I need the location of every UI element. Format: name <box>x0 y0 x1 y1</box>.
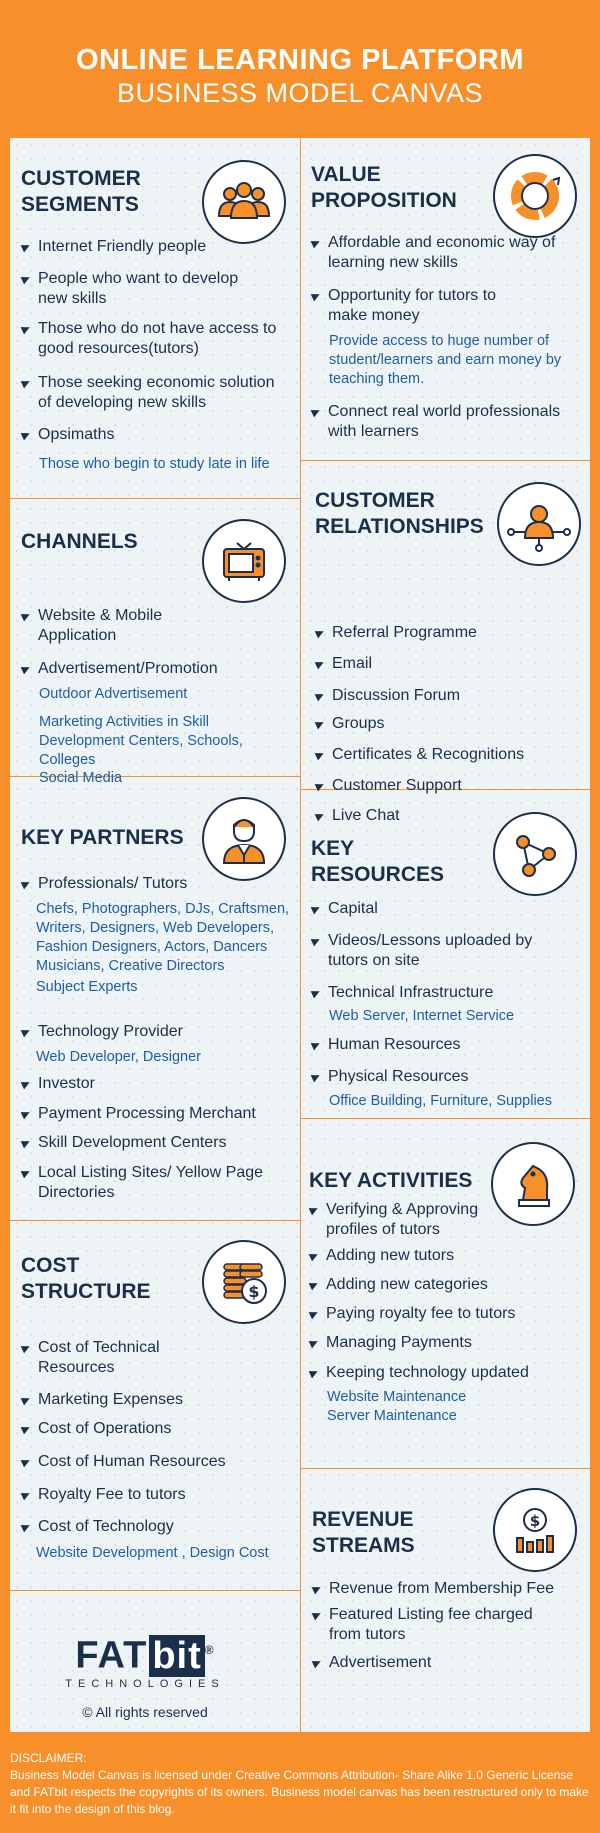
people-group-icon <box>202 160 286 244</box>
list-item: Website & Mobile Application <box>21 606 218 646</box>
note-text: Outdoor Advertisement <box>39 686 188 702</box>
section-title: REVENUE STREAMS <box>312 1508 415 1557</box>
disclaimer-label: DISCLAIMER: <box>10 1751 87 1765</box>
section-customer-relationships <box>301 461 590 824</box>
list-item: Cost of Human Resources <box>21 1452 298 1472</box>
section-channels <box>10 499 300 786</box>
note-text: Those who begin to study late in life <box>39 456 270 472</box>
note-text: Office Building, Furniture, Supplies <box>329 1093 552 1109</box>
section-customer-segments <box>10 138 300 498</box>
list-item: Referral Programme <box>315 623 582 643</box>
list-item: Technical Infrastructure <box>311 983 583 1003</box>
section-revenue-streams <box>301 1469 590 1732</box>
svg-text:$: $ <box>529 1512 541 1530</box>
share-nodes-icon <box>493 812 577 896</box>
person-network-icon <box>497 482 581 566</box>
list-item: Cost of Technology <box>21 1517 298 1537</box>
list-item: Payment Processing Merchant <box>21 1104 298 1124</box>
section-value-proposition <box>301 138 590 460</box>
section-title: CUSTOMER RELATIONSHIPS <box>315 489 484 538</box>
list-item: Verifying & Approving profiles of tutors <box>309 1200 516 1240</box>
list-item: Adding new categories <box>309 1275 581 1295</box>
list-item: Advertisement/Promotion <box>21 659 298 679</box>
list-item: Keeping technology updated <box>309 1363 581 1383</box>
logo-bit: bit <box>149 1635 204 1677</box>
list-item: Managing Payments <box>309 1333 581 1353</box>
header <box>0 0 600 138</box>
list-item: Cost of Technical Resources <box>21 1338 208 1378</box>
section-cost-structure <box>10 1221 300 1590</box>
list-item: Connect real world professionals with learners <box>311 402 583 442</box>
list-item: Customer Support <box>315 776 582 796</box>
note-text: Web Server, Internet Service <box>329 1008 515 1024</box>
section-title: KEY ACTIVITIES <box>309 1169 473 1192</box>
list-item: Live Chat <box>315 806 582 826</box>
copyright: © All rights reserved <box>82 1703 208 1720</box>
note-text: Website Development , Design Cost <box>36 1545 269 1561</box>
television-icon <box>202 519 286 603</box>
note-text: Subject Experts <box>36 979 138 995</box>
list-item: Professionals/ Tutors <box>21 874 298 894</box>
list-item: Technology Provider <box>21 1022 298 1042</box>
logo-fat: FAT <box>75 1634 148 1677</box>
list-item: Advertisement <box>312 1653 589 1673</box>
list-item: Skill Development Centers <box>21 1133 298 1153</box>
divider <box>10 1590 300 1591</box>
svg-text:$: $ <box>248 1282 260 1301</box>
business-model-canvas <box>10 138 590 1732</box>
section-title: VALUE PROPOSITION <box>311 163 457 212</box>
list-item: Local Listing Sites/ Yellow Page Directories <box>21 1163 278 1203</box>
section-title: KEY PARTNERS <box>21 826 184 849</box>
list-item: Marketing Expenses <box>21 1390 298 1410</box>
professional-person-icon <box>202 797 286 881</box>
list-item: Capital <box>311 899 583 919</box>
note-text: Web Developer, Designer <box>36 1049 201 1065</box>
list-item: Human Resources <box>311 1035 583 1055</box>
section-title: CHANNELS <box>21 530 138 553</box>
note-text: Chefs, Photographers, DJs, Craftsmen, Writers, Designers, Web Developers, Fashion Designers, Actors, Dancers Musicians, Creative Directors <box>36 901 290 974</box>
header-subtitle: BUSINESS MODEL CANVAS <box>116 78 484 108</box>
list-item: Royalty Fee to tutors <box>21 1485 298 1505</box>
section-key-resources <box>301 790 590 1118</box>
disclaimer-text: Business Model Canvas is licensed under Creative Commons Attribution- Share Alike 1.0 Generic License and FATbit respects the copyrights of its owners. Business model canvas has been restructured only to make it fit into the design of this blog. <box>10 1768 589 1816</box>
list-item: Groups <box>315 714 582 734</box>
note-text: Social Media <box>39 770 123 786</box>
list-item: Internet Friendly people <box>21 237 303 257</box>
note-text: Marketing Activities in Skill Development Centers, Schools, Colleges <box>39 714 243 768</box>
list-item: Revenue from Membership Fee <box>312 1579 589 1599</box>
list-item: Investor <box>21 1074 298 1094</box>
note-text: Provide access to huge number of student/learners and earn money by teaching them. <box>329 333 562 387</box>
list-item: Adding new tutors <box>309 1246 581 1266</box>
list-item: Those who do not have access to good resources(tutors) <box>21 319 288 359</box>
coins-dollar-icon <box>202 1240 286 1324</box>
list-item: Those seeking economic solution of developing new skills <box>21 373 288 413</box>
list-item: Featured Listing fee charged from tutors <box>312 1605 539 1645</box>
list-item: Paying royalty fee to tutors <box>309 1304 581 1324</box>
list-item: Videos/Lessons uploaded by tutors on site <box>311 931 533 971</box>
section-key-partners <box>10 777 300 1220</box>
logo-registered: ® <box>204 1643 215 1657</box>
list-item: Affordable and economic way of learning new skills <box>311 233 573 273</box>
list-item: People who want to develop new skills <box>21 269 258 309</box>
list-item: Opportunity for tutors to make money <box>311 286 538 326</box>
list-item: Email <box>315 654 582 674</box>
note-text: Website Maintenance <box>327 1389 467 1405</box>
note-text: Server Maintenance <box>327 1408 457 1424</box>
revenue-dollar-icon <box>493 1488 577 1572</box>
cycle-icon <box>493 154 577 238</box>
disclaimer <box>10 1750 590 1818</box>
section-title: CUSTOMER SEGMENTS <box>21 167 141 216</box>
section-key-activities <box>301 1119 590 1468</box>
list-item: Opsimaths <box>21 425 288 445</box>
logo-tagline: TECHNOLOGIES <box>65 1677 225 1690</box>
header-title: ONLINE LEARNING PLATFORM <box>75 44 525 76</box>
section-title: COST STRUCTURE <box>21 1254 151 1303</box>
section-title: KEY RESOURCES <box>311 837 445 886</box>
list-item: Cost of Operations <box>21 1419 298 1439</box>
fatbit-logo <box>0 1630 290 1720</box>
list-item: Physical Resources <box>311 1067 583 1087</box>
list-item: Certificates & Recognitions <box>315 745 582 765</box>
list-item: Discussion Forum <box>315 686 582 706</box>
